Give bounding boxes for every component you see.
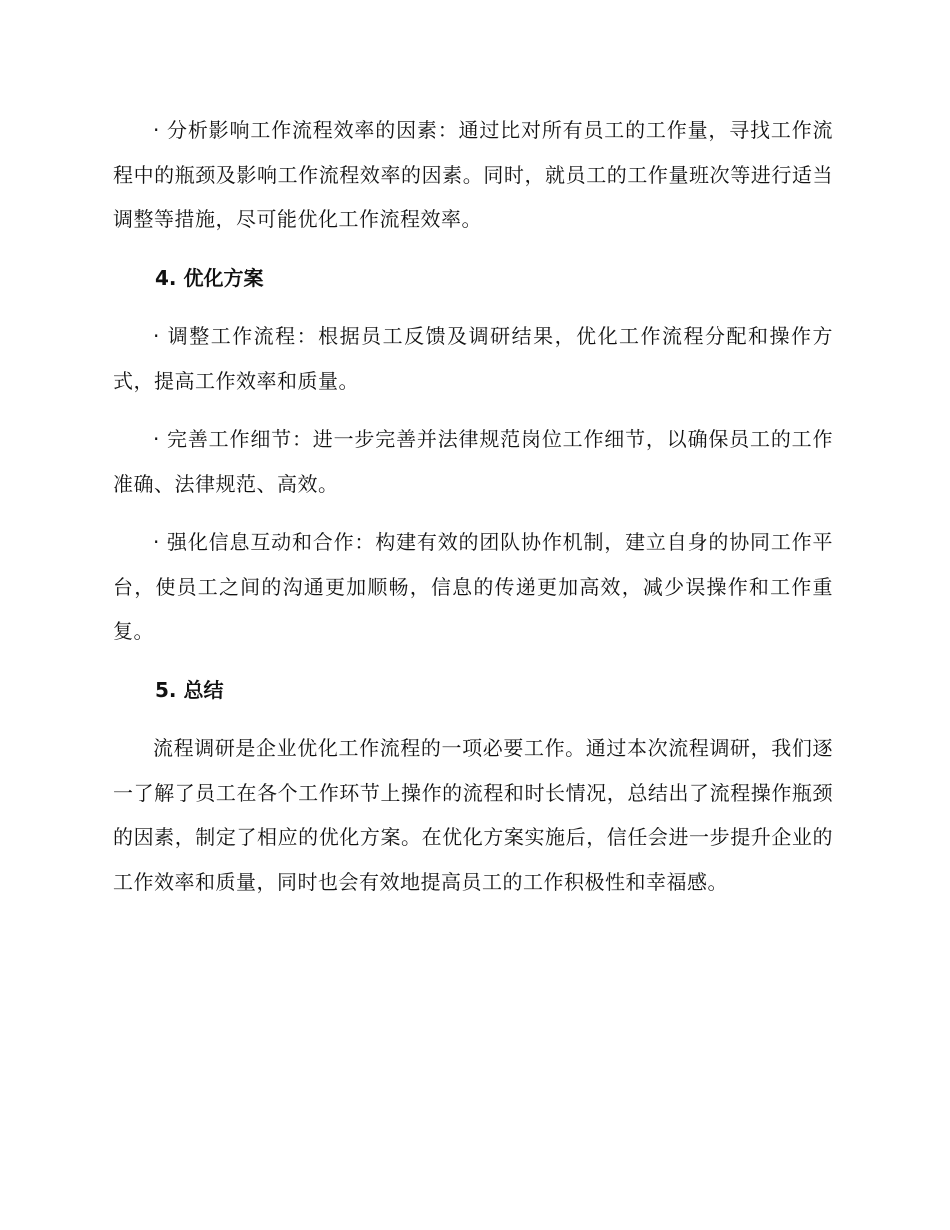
- paragraph-gap: [113, 654, 833, 668]
- bullet-improve-details: · 完善工作细节：进一步完善并法律规范岗位工作细节，以确保员工的工作准确、法律规范、高效。: [113, 427, 833, 496]
- bullet-analyze-factors: · 分析影响工作流程效率的因素：通过比对所有员工的工作量，寻找工作流程中的瓶颈及影响工作流程效率的因素。同时，就员工的工作量班次等进行适当调整等措施，尽可能优化工作流程效率。: [113, 118, 833, 231]
- summary-paragraph: 流程调研是企业优化工作流程的一项必要工作。通过本次流程调研，我们逐一了解了员工在各个工作环节上操作的流程和时长情况，总结出了流程操作瓶颈的因素，制定了相应的优化方案。在优化方案实施后，信任会进一步提升企业的工作效率和质量，同时也会有效地提高员工的工作积极性和幸福感。: [113, 736, 833, 894]
- paragraph-gap: [113, 242, 833, 256]
- paragraph-gap: [113, 403, 833, 417]
- paragraph-gap: [113, 300, 833, 314]
- section-heading-optimization: 4. 优化方案: [155, 265, 264, 290]
- bullet-adjust-workflow: · 调整工作流程：根据员工反馈及调研结果，优化工作流程分配和操作方式，提高工作效率和质量。: [113, 324, 833, 393]
- bullet-strengthen-collaboration: · 强化信息互动和合作：构建有效的团队协作机制，建立自身的协同工作平台，使员工之间的沟通更加顺畅，信息的传递更加高效，减少误操作和工作重复。: [113, 530, 833, 643]
- document-page: [113, 108, 833, 904]
- paragraph-gap: [113, 712, 833, 726]
- section-heading-summary: 5. 总结: [155, 677, 224, 702]
- paragraph-gap: [113, 506, 833, 520]
